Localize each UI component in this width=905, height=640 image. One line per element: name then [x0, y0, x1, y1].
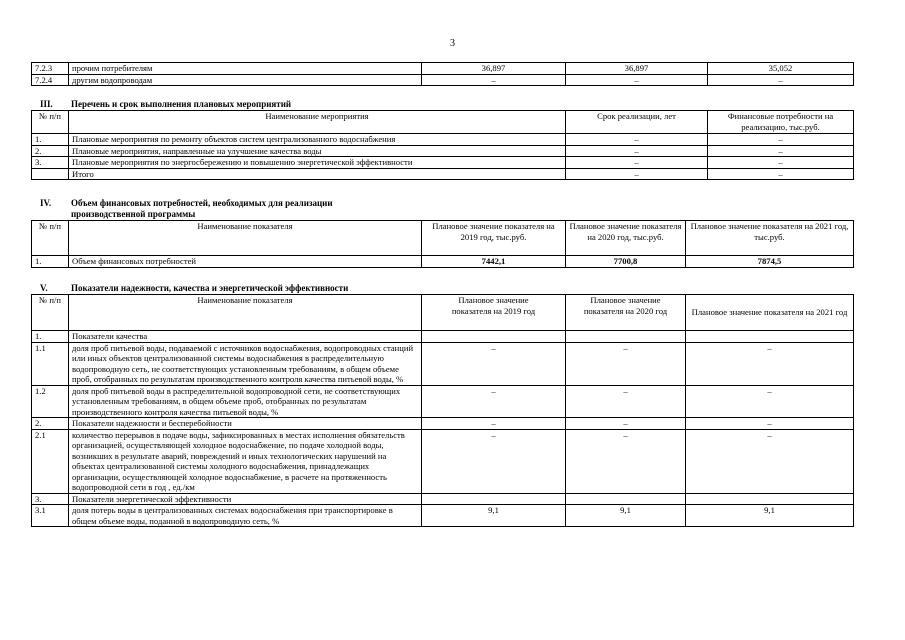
- value-2020: –: [566, 418, 686, 430]
- table-indicators: [31, 294, 854, 527]
- row-name: Плановые мероприятия по ремонту объектов систем централизованного водоснабжения: [69, 134, 566, 146]
- row-num: 1.: [32, 256, 69, 268]
- value-2019: [422, 493, 566, 505]
- header-num: № п/п: [32, 295, 69, 331]
- header-fin: Финансовые потребности на реализацию, тыс.руб.: [708, 111, 854, 134]
- row-name: прочим потребителям: [69, 63, 422, 75]
- header-2021: Плановое значение показателя на 2021 год: [686, 295, 854, 331]
- table-row: [32, 418, 854, 430]
- row-num: 1.: [32, 331, 69, 343]
- row-term: –: [566, 134, 708, 146]
- row-fin: –: [708, 145, 854, 157]
- value-2021: –: [708, 74, 854, 86]
- row-fin: –: [708, 168, 854, 180]
- table-row: [32, 74, 854, 86]
- section-title-line2: производственной программы: [71, 208, 196, 219]
- row-num: 1.2: [32, 385, 69, 418]
- row-num: [32, 168, 69, 180]
- header-2020: Плановое значение показателя на 2020 год, тыс.руб.: [566, 221, 686, 256]
- table-row: [32, 385, 854, 418]
- value-2021: –: [686, 429, 854, 493]
- row-num: 3.1: [32, 505, 69, 527]
- section-title: Перечень и срок выполнения плановых мероприятий: [71, 99, 292, 109]
- table-financial-needs: [31, 220, 854, 268]
- value-2019: 7442,1: [422, 256, 566, 268]
- value-2020: [566, 331, 686, 343]
- table-row: [32, 331, 854, 343]
- section-title: Показатели надежности, качества и энергетической эффективности: [71, 283, 349, 293]
- value-2021: [686, 493, 854, 505]
- table-row: [32, 256, 854, 268]
- row-term: –: [566, 145, 708, 157]
- header-num: № п/п: [32, 111, 69, 134]
- value-2021: 35,052: [708, 63, 854, 75]
- value-2019: 36,897: [422, 63, 566, 75]
- value-2020: –: [566, 74, 708, 86]
- value-2019: 9,1: [422, 505, 566, 527]
- table-row: [32, 145, 854, 157]
- table-header-row: [32, 221, 854, 256]
- table-consumption: [31, 62, 854, 86]
- value-2019: [422, 331, 566, 343]
- value-2019: –: [422, 418, 566, 430]
- value-2020: –: [566, 429, 686, 493]
- section-iii-heading: [40, 99, 291, 110]
- row-num: 2.1: [32, 429, 69, 493]
- row-num: 1.: [32, 134, 69, 146]
- table-row: [32, 505, 854, 527]
- row-name: Итого: [69, 168, 566, 180]
- row-name: Объем финансовых потребностей: [69, 256, 422, 268]
- value-2020: –: [566, 385, 686, 418]
- page-number: 3: [450, 38, 455, 49]
- section-number: IV.: [40, 198, 52, 208]
- value-2020: [566, 493, 686, 505]
- row-fin: –: [708, 134, 854, 146]
- header-name: Наименование мероприятия: [69, 111, 566, 134]
- table-header-row: [32, 295, 854, 331]
- header-2021: Плановое значение показателя на 2021 год, тыс.руб.: [686, 221, 854, 256]
- row-num: 7.2.3: [32, 63, 69, 75]
- value-2021: 9,1: [686, 505, 854, 527]
- value-2020: 7700,8: [566, 256, 686, 268]
- row-name: количество перерывов в подаче воды, зафиксированных в местах исполнения обязательств организацией, осуществляющей холодное водоснабжение, по подаче холодной воды, возникших в результате аварий, повреждений и иных технологических нарушений на объектах централизованной системы холодного водоснабжения, принадлежащих организации, осуществляющей холодное водоснабжение, в расчете на протяженность водопроводной сети в год , ед./км: [69, 429, 422, 493]
- row-fin: –: [708, 157, 854, 169]
- row-term: –: [566, 168, 708, 180]
- table-measures: [31, 110, 854, 180]
- row-num: 3.: [32, 493, 69, 505]
- value-2021: –: [686, 342, 854, 385]
- row-num: 2.: [32, 145, 69, 157]
- row-name: доля проб питьевой воды, подаваемой с источников водоснабжения, водопроводных станций или иных объектов централизованной системы водоснабжения в распределительную водопроводную сеть, не соответствующих установленным требованиям, в общем объеме проб, отобранных по результатам производственного контроля качества питьевой воды, %: [69, 342, 422, 385]
- value-2021: –: [686, 385, 854, 418]
- row-name: доля потерь воды в централизованных системах водоснабжения при транспортировке в общем объеме воды, поданной в водопроводную сеть, %: [69, 505, 422, 527]
- value-2021: 7874,5: [686, 256, 854, 268]
- section-v-heading: [40, 283, 348, 294]
- row-name: Показатели надежности и бесперебойности: [69, 418, 422, 430]
- value-2020: –: [566, 342, 686, 385]
- value-2019: –: [422, 342, 566, 385]
- row-term: –: [566, 157, 708, 169]
- row-num: 3.: [32, 157, 69, 169]
- table-row: [32, 134, 854, 146]
- value-2021: [686, 331, 854, 343]
- header-name: Наименование показателя: [69, 295, 422, 331]
- section-number: V.: [40, 283, 48, 293]
- value-2019: –: [422, 74, 566, 86]
- row-num: 1.1: [32, 342, 69, 385]
- table-row: [32, 63, 854, 75]
- row-name: Показатели качества: [69, 331, 422, 343]
- table-row-total: [32, 168, 854, 180]
- row-num: 7.2.4: [32, 74, 69, 86]
- header-name: Наименование показателя: [69, 221, 422, 256]
- table-row: [32, 157, 854, 169]
- value-2020: 9,1: [566, 505, 686, 527]
- header-2020: Плановое значение показателя на 2020 год: [566, 295, 686, 331]
- section-number: III.: [40, 99, 53, 109]
- value-2019: –: [422, 385, 566, 418]
- table-row: [32, 493, 854, 505]
- header-term: Срок реализации, лет: [566, 111, 708, 134]
- table-row: [32, 429, 854, 493]
- table-header-row: [32, 111, 854, 134]
- table-row: [32, 342, 854, 385]
- row-name: Плановые мероприятия по энергосбережению и повышению энергетической эффективности: [69, 157, 566, 169]
- row-name: доля проб питьевой воды в распределительной водопроводной сети, не соответствующих установленным требованиям, в общем объеме проб, отобранных по результатам производственного контроля качества питьевой воды, %: [69, 385, 422, 418]
- row-num: 2.: [32, 418, 69, 430]
- row-name: Плановые мероприятия, направленные на улучшение качества воды: [69, 145, 566, 157]
- row-name: Показатели энергетической эффективности: [69, 493, 422, 505]
- value-2020: 36,897: [566, 63, 708, 75]
- value-2019: –: [422, 429, 566, 493]
- header-2019: Плановое значение показателя на 2019 год: [422, 295, 566, 331]
- section-iv-heading: [40, 198, 333, 219]
- header-2019: Плановое значение показателя на 2019 год, тыс.руб.: [422, 221, 566, 256]
- section-title: Объем финансовых потребностей, необходимых для реализации: [71, 198, 333, 208]
- header-num: № п/п: [32, 221, 69, 256]
- row-name: другим водопроводам: [69, 74, 422, 86]
- value-2021: –: [686, 418, 854, 430]
